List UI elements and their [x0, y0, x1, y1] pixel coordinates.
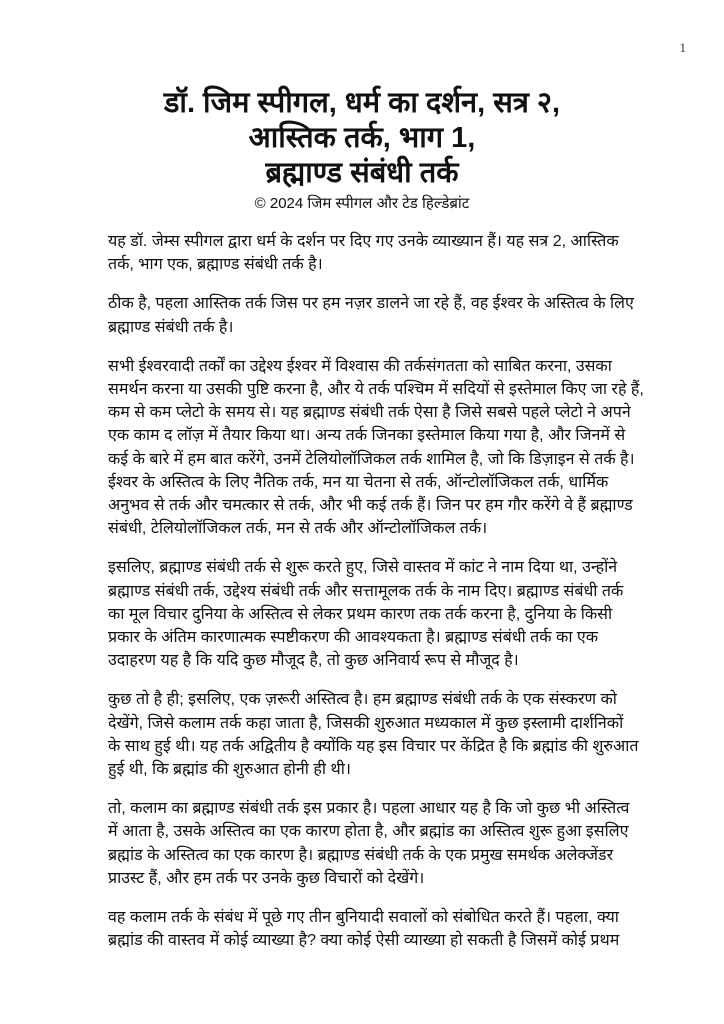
text-line: ब्रह्मांड के अस्तित्व का एक कारण है। ब्रह्माण्ड संबंधी तर्क के एक प्रमुख समर्थक अलेक्जेंडर [108, 846, 614, 864]
text-line: प्रकार के अंतिम कारणात्मक स्पष्टीकरण की आवश्यकता है। ब्रह्माण्ड संबंधी तर्क का एक [108, 629, 599, 647]
text-line: ईश्वर के अस्तित्व के लिए नैतिक तर्क, मन या चेतना से तर्क, ऑन्टोलॉजिकल तर्क, धार्मिक [108, 473, 609, 491]
title-line: आस्तिक तर्क, भाग 1, [248, 122, 476, 154]
text-line: हुई थी, कि ब्रह्मांड की शुरुआत होनी ही थी। [108, 761, 351, 779]
paragraph [108, 797, 668, 890]
paragraph [108, 688, 668, 781]
paragraph [108, 556, 668, 672]
text-line: कुछ तो है ही; इसलिए, एक ज़रूरी अस्तित्व है। हम ब्रह्माण्ड संबंधी तर्क के एक संस्करण को [108, 691, 617, 709]
document-header [0, 86, 724, 215]
text-line: एक काम द लॉज़ में तैयार किया था। अन्य तर्क जिनका इस्तेमाल किया गया है, और जिनमें से [108, 427, 626, 445]
copyright: © 2024 जिम स्पीगल और टेड हिल्डेब्रांट [254, 195, 470, 212]
text-line: यह डॉ. जेम्स स्पीगल द्वारा धर्म के दर्शन पर दिए गए उनके व्याख्यान हैं। यह सत्र 2, आस्तिक [108, 233, 619, 250]
paragraph [108, 292, 668, 338]
text-line: का मूल विचार दुनिया के अस्तित्व से लेकर प्रथम कारण तक तर्क करना है, दुनिया के किसी [108, 605, 613, 623]
text-line: ब्रह्माण्ड संबंधी तर्क है। [108, 318, 234, 336]
text-line: तो, कलाम का ब्रह्माण्ड संबंधी तर्क इस प्रकार है। पहला आधार यह है कि जो कुछ भी अस्तित्व [108, 800, 630, 818]
paragraph [108, 230, 668, 276]
paragraph [108, 355, 668, 541]
text-line: कम से कम प्लेटो के समय से। यह ब्रह्माण्ड संबंधी तर्क ऐसा है जिसे सबसे पहले प्लेटो ने अपने [108, 404, 631, 422]
paragraph [108, 906, 668, 952]
page-number: 1 [679, 40, 686, 55]
text-line: प्राउस्ट हैं, और हम तर्क पर उनके कुछ विचारों को देखेंगे। [108, 869, 425, 887]
text-line: कई के बारे में हम बात करेंगे, उनमें टेलियोलॉजिकल तर्क शामिल है, जो कि डिज़ाइन से तर्क है। [108, 450, 635, 468]
text-line: उदाहरण यह है कि यदि कुछ मौजूद है, तो कुछ अनिवार्य रूप से मौजूद है। [108, 652, 519, 670]
text-line: इसलिए, ब्रह्माण्ड संबंधी तर्क से शुरू करते हुए, जिसे वास्तव में कांट ने नाम दिया था, उन्होंने [108, 559, 618, 577]
text-line: में आता है, उसके अस्तित्व का एक कारण होता है, और ब्रह्मांड का अस्तित्व शुरू हुआ इसलिए [108, 823, 629, 841]
text-line: देखेंगे, जिसे कलाम तर्क कहा जाता है, जिसकी शुरुआत मध्यकाल में कुछ इस्लामी दार्शनिकों [108, 714, 624, 732]
text-line: ब्रह्मांड की वास्तव में कोई व्याख्या है? क्या कोई ऐसी व्याख्या हो सकती है जिसमें कोई प्रथम [108, 932, 620, 950]
document-body [108, 230, 668, 968]
text-line: वह कलाम तर्क के संबंध में पूछे गए तीन बुनियादी सवालों को संबोधित करते हैं। पहला, क्या [108, 909, 619, 927]
text-line: के साथ हुई थी। यह तर्क अद्वितीय है क्योंकि यह इस विचार पर केंद्रित है कि ब्रह्मांड की शुरुआत [108, 737, 639, 755]
text-line: सभी ईश्वरवादी तर्कों का उद्देश्य ईश्वर में विश्वास की तर्कसंगतता को साबित करना, उसका [108, 357, 612, 375]
text-line: अनुभव से तर्क और चमत्कार से तर्क, और भी कई तर्क हैं। जिन पर हम गौर करेंगे वे हैं ब्रह्माण्ड [108, 497, 633, 515]
text-line: ब्रह्माण्ड संबंधी तर्क, उद्देश्य संबंधी तर्क और सत्तामूलक तर्क के नाम दिए। ब्रह्माण्ड संबंधी तर्क [108, 582, 624, 600]
text-line: ठीक है, पहला आस्तिक तर्क जिस पर हम नज़र डालने जा रहे हैं, वह ईश्वर के अस्तित्व के लिए [108, 295, 634, 313]
text-line: संबंधी, टेलियोलॉजिकल तर्क, मन से तर्क और ऑन्टोलॉजिकल तर्क। [108, 520, 488, 538]
title-line: डॉ. जिम स्पीगल, धर्म का दर्शन, सत्र २, [163, 87, 561, 119]
title-line: ब्रह्माण्ड संबंधी तर्क [265, 157, 459, 189]
text-line: समर्थन करना या उसकी पुष्टि करना है, और ये तर्क पश्चिम में सदियों से इस्तेमाल किए जा रहे हैं, [108, 381, 644, 399]
text-line: तर्क, भाग एक, ब्रह्माण्ड संबंधी तर्क है। [108, 256, 323, 274]
